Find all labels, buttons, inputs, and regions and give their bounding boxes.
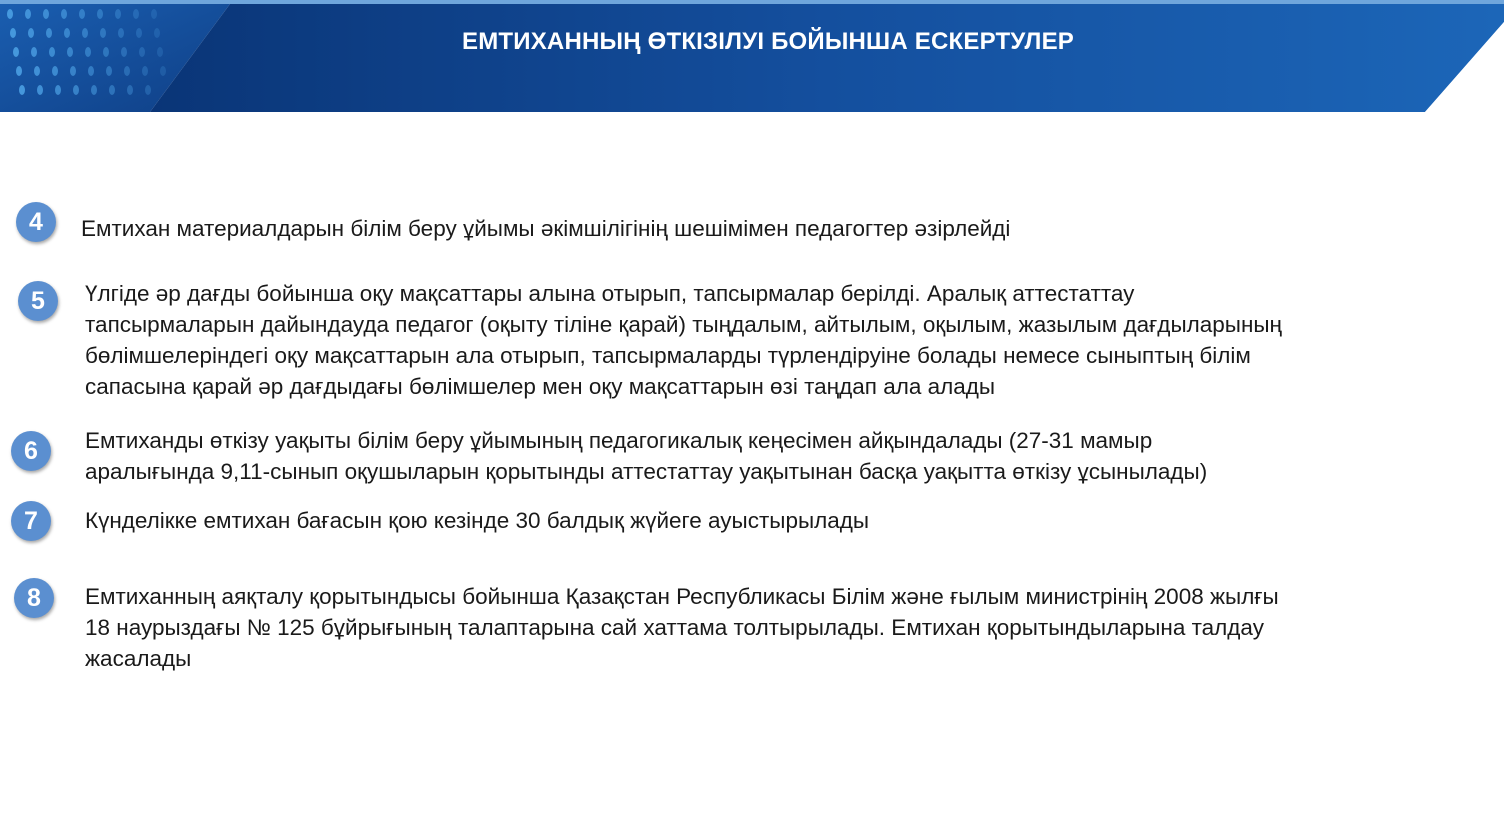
number-badge: 5 [18,281,58,321]
decor-dot [160,66,166,76]
decor-dot [106,66,112,76]
decor-dot [37,85,43,95]
decor-dot [109,85,115,95]
note-text: Емтихан материалдарын білім беру ұйымы әкімшілігінің шешімімен педагогтер әзірлейді [81,216,1011,241]
decor-dot [70,66,76,76]
note-text: Емтиханның аяқталу қорытындысы бойынша Қазақстан Республикасы Білім және ғылым министрінің 2008 жылғы 18 наурыздағы № 125 бұйрығының талаптарына сай хаттама толтырылады. Емтихан қорытындыларына талдау жасалады [85,584,1279,671]
decor-dot [91,85,97,95]
note-text: Үлгіде әр дағды бойынша оқу мақсаттары алына отырып, тапсырмалар берілді. Аралық аттестаттау тапсырмаларын дайындауда педагог (оқыту тіліне қарай) тыңдалым, айтылым, оқылым, жазылым дағдыларының бөлімшелеріндегі оқу мақсаттарын ала отырып, тапсырмаларды түрлендіруіне болады немесе сыныптың білім сапасына қарай әр дағдыдағы бөлімшелер мен оқу мақсаттарын өзі таңдап ала алады [85,281,1282,399]
decor-dot [115,9,121,19]
decor-dot [55,85,61,95]
header-background [0,0,1504,112]
decor-dot [151,9,157,19]
decor-dot [43,9,49,19]
decor-dot [127,85,133,95]
number-badge: 6 [11,431,51,471]
number-badge: 7 [11,501,51,541]
decor-dot [52,66,58,76]
decor-dot [73,85,79,95]
number-badge: 8 [14,578,54,618]
decor-dot [34,66,40,76]
decor-dot [142,66,148,76]
number-badge: 4 [16,202,56,242]
decor-dot [133,9,139,19]
decor-dot [7,9,13,19]
header-banner [0,0,1504,112]
decor-dot [19,85,25,95]
decor-dot [79,9,85,19]
decor-dot [88,66,94,76]
page-title: ЕМТИХАННЫҢ ӨТКІЗІЛУІ БОЙЫНША ЕСКЕРТУЛЕР [462,28,1074,55]
decor-dot [124,66,130,76]
note-text: Күнделікке емтихан бағасын қою кезінде 30 балдық жүйеге ауыстырылады [85,508,870,533]
note-text: Емтиханды өткізу уақыты білім беру ұйымының педагогикалық кеңесімен айқындалады (27-31 мамыр аралығында 9,11-сынып оқушыларын қорытынды аттестаттау уақытынан басқа уақытта өткізу ұсынылады) [85,428,1208,484]
decor-dot [145,85,151,95]
decor-dot [16,66,22,76]
decor-dot [97,9,103,19]
decor-dot [61,9,67,19]
decor-dot [25,9,31,19]
